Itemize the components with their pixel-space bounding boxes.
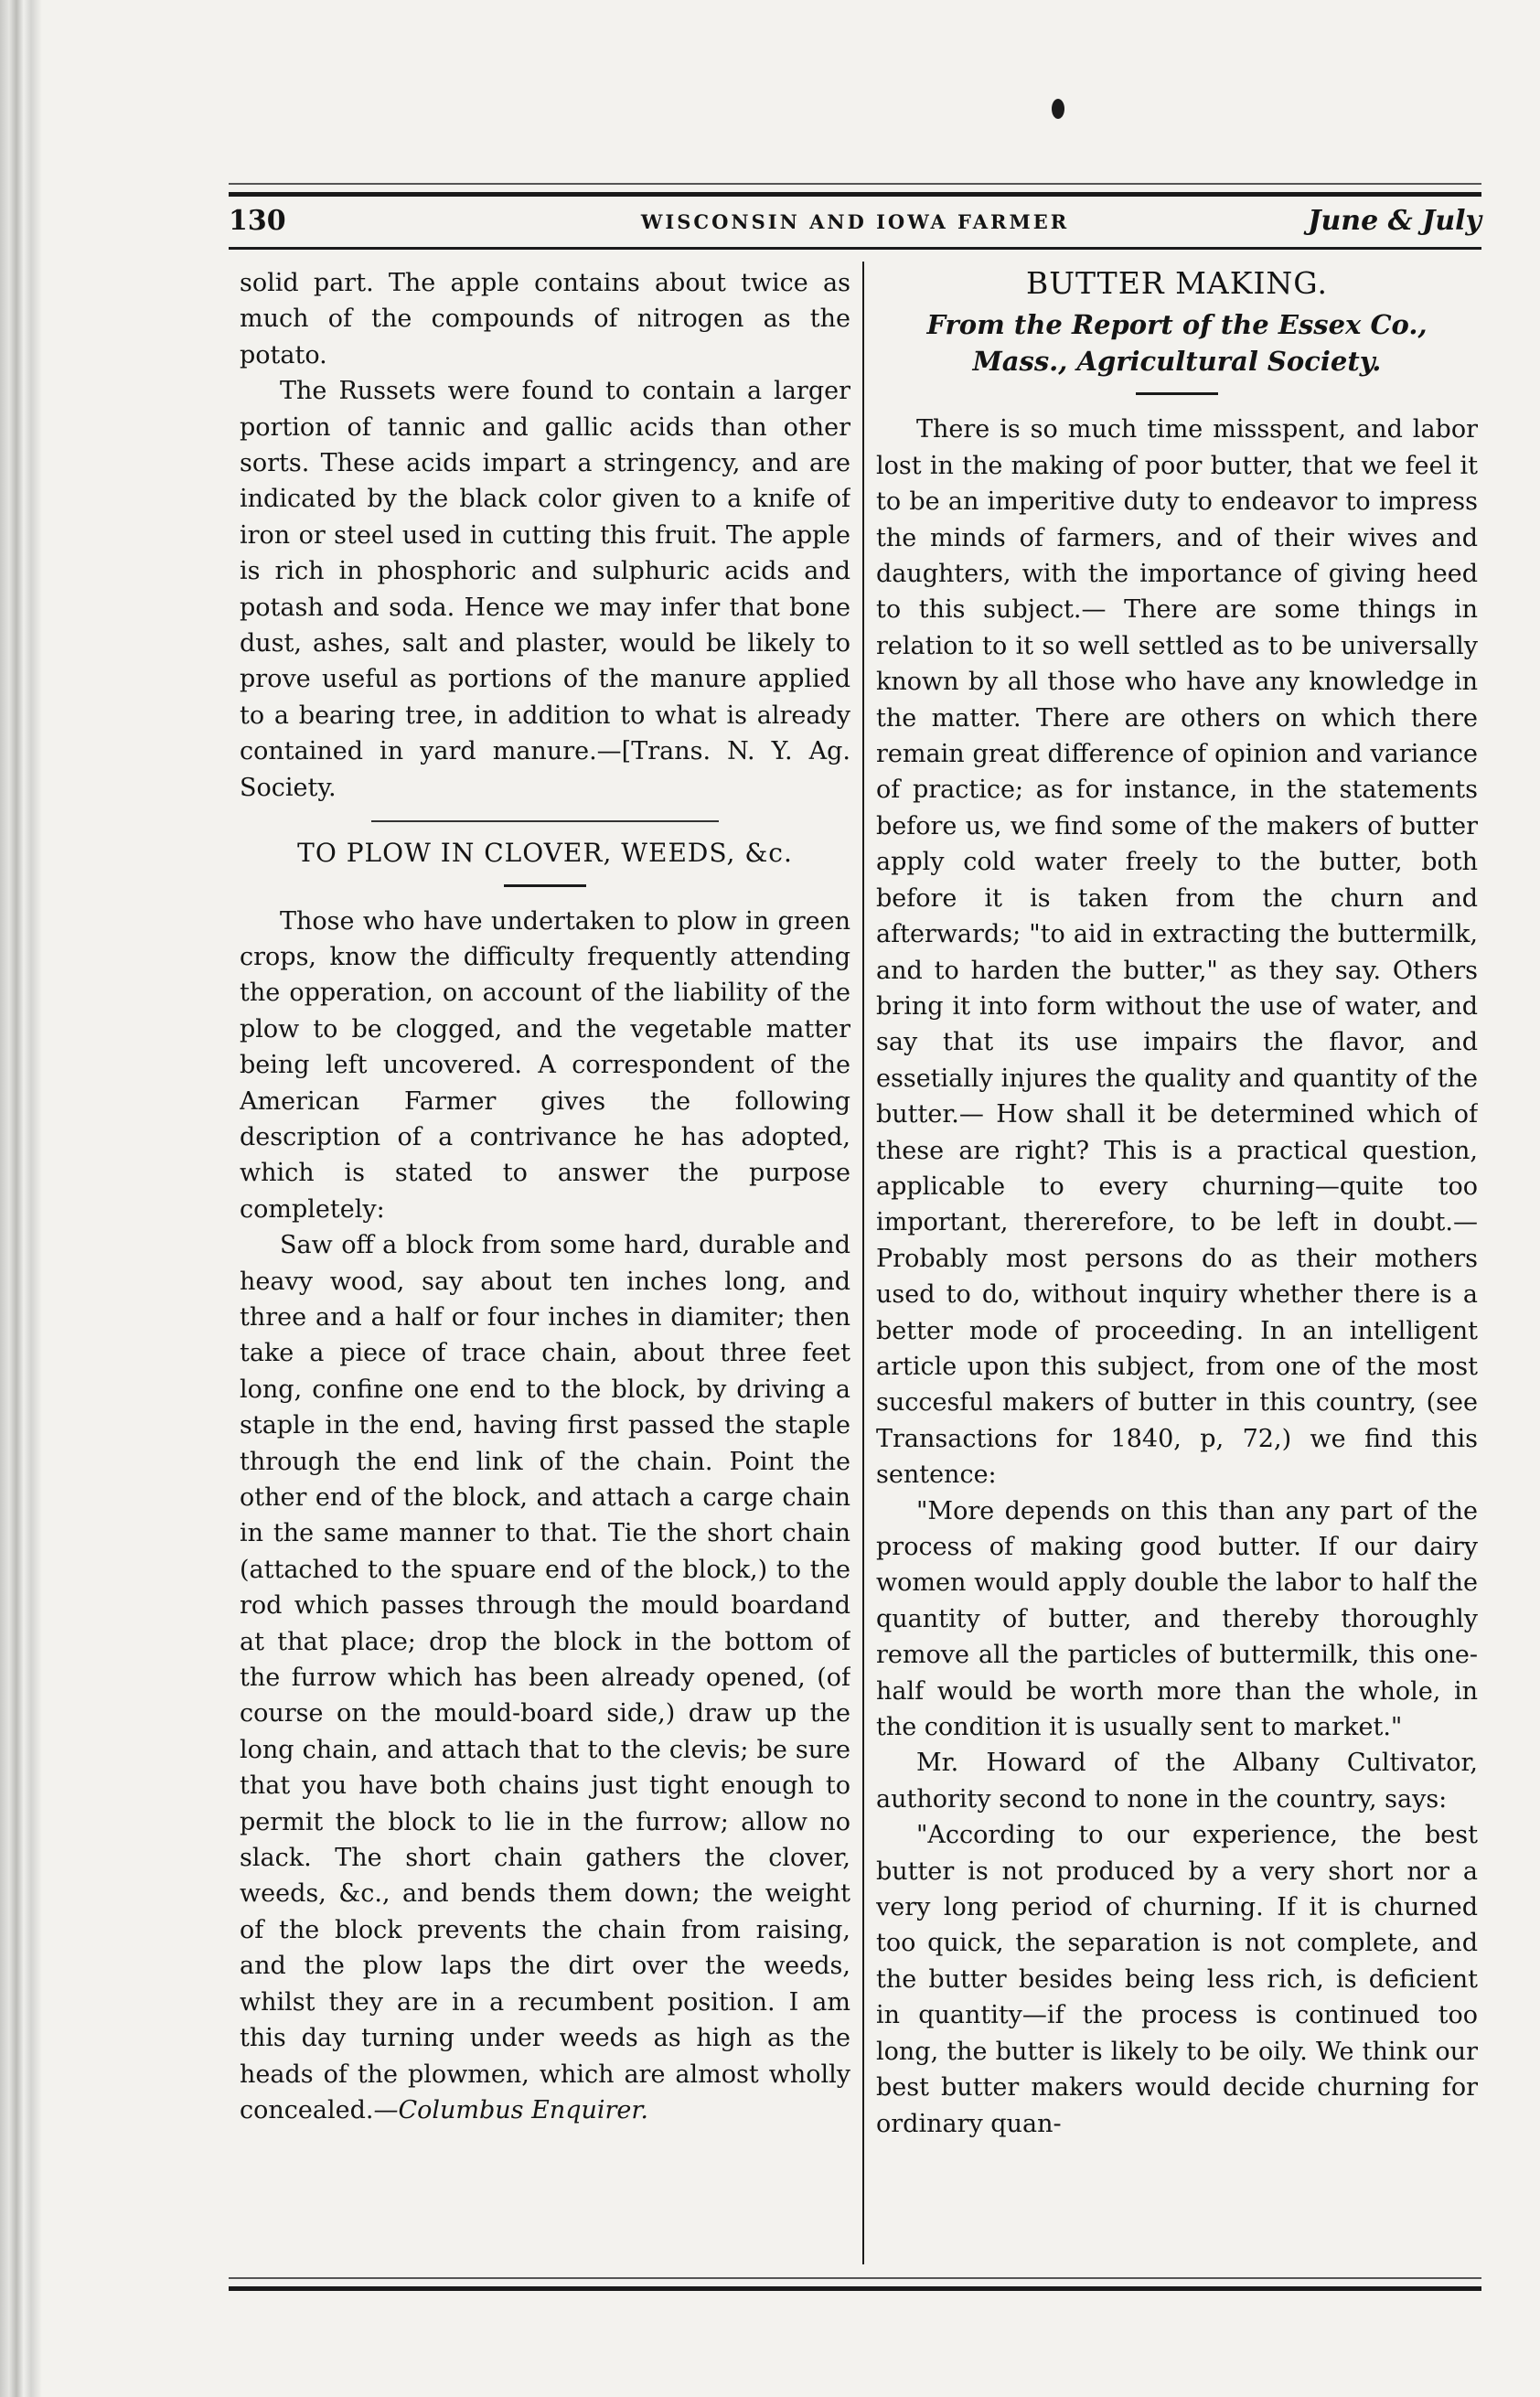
- page-number: 130: [229, 205, 286, 237]
- paragraph-text: Saw off a block from some hard, durable and heavy wood, say about ten inches long, and three and a half or four inches in diamiter; then take a piece of trace chain, about three feet long, confine one end to the block, by driving a staple in the end, having first passed the staple through the end link of the chain. Point the other end of the block, and attach a carge chain in the same manner to that. Tie the short chain (attached to the spuare end of the block,) to the rod which passes through the mould boardand at that place; drop the block in the bottom of the furrow which has been already opened, (of course on the mould-board side,) draw up the long chain, and attach that to the clevis; be sure that you have both chains just tight enough to permit the block to lie in the furrow; allow no slack. The short chain gathers the clover, weeds, &c., and bends them down; the weight of the block prevents the chain from raising, and the plow laps the dirt over the weeds, whilst they are in a recumbent position. I am this day turning under weeds as high as the heads of the plowmen, which are almost wholly concealed.: [240, 1231, 850, 2124]
- top-rule-thick: [229, 192, 1481, 197]
- column-divider: [862, 262, 864, 2264]
- page-header: [229, 205, 1481, 245]
- header-rule: [229, 247, 1481, 250]
- bottom-rule: [229, 2277, 1481, 2279]
- article-source: From the Report of the Essex Co., Mass., Agricultural Society.: [926, 309, 1428, 378]
- masthead-title: WISCONSIN AND IOWA FARMER: [640, 210, 1070, 233]
- left-column: [240, 265, 850, 2268]
- section-divider: [371, 820, 719, 822]
- issue-date: June & July: [1308, 205, 1481, 237]
- article-title-butter: BUTTER MAKING.: [1026, 265, 1328, 301]
- quotation: "According to our experience, the best butter is not produced by a very short nor a very long period of churning. If it is churned too quick, the separation is not complete, and the butter besides being less rich, is deficient in quantity—if the process is continued too long, the butter is likely to be oily. We think our best butter makers would decide churning for ordinary quan-: [876, 1821, 1478, 2138]
- top-rule: [229, 183, 1481, 185]
- ink-blot: [1052, 99, 1064, 119]
- newspaper-page: [229, 174, 1481, 2341]
- paragraph: solid part. The apple contains about twice as much of the compounds of nitrogen as the potato.: [240, 269, 850, 369]
- bottom-rule-thick: [229, 2286, 1481, 2291]
- title-rule: [504, 884, 586, 887]
- title-rule: [1136, 392, 1218, 395]
- article-title-plow: TO PLOW IN CLOVER, WEEDS, &c.: [297, 838, 793, 869]
- paragraph: Those who have undertaken to plow in green crops, know the difficulty frequently attending the opperation, on account of the liability of the plow to be clogged, and the vegetable matter being left uncovered. A correspondent of the American Farmer gives the following description of a contrivance he has adopted, which is stated to answer the purpose completely:: [240, 906, 850, 1224]
- paragraph: [240, 1227, 850, 2128]
- paragraph: The Russets were found to contain a larger portion of tannic and gallic acids than other sorts. These acids impart a stringency, and are indicated by the black color given to a knife of iron or steel used in cutting this fruit. The apple is rich in phosphoric and sulphuric acids and potash and soda. Hence we may infer that bone dust, ashes, salt and plaster, would be likely to prove useful as portions of the manure applied to a bearing tree, in addition to what is already contained in yard manure.—[Trans. N. Y. Ag. Society.: [240, 377, 850, 802]
- paragraph: Mr. Howard of the Albany Cultivator, authority second to none in the country, says:: [876, 1749, 1478, 1814]
- right-column: [876, 265, 1478, 2268]
- paragraph: There is so much time missspent, and labor lost in the making of poor butter, that we feel it to be an imperitive duty to endeavor to impress the minds of farmers, and of their wives and daughters, with the importance of giving heed to this subject.— There are some things in relation to it so well settled as to be universally known by all those who have any knowledge in the matter. There are others on which there remain great difference of opinion and variance of practice; as for instance, in the statements before us, we find some of the makers of butter apply cold water freely to the butter, both before it is taken from the churn and afterwards; "to aid in extracting the buttermilk, and to harden the butter," as they say. Others bring it into form without the use of water, and say that its use impairs the flavor, and essetially injures the quality and quantity of the butter.— How shall it be determined which of these are right? This is a practical question, applicable to every churning—quite too important, thererefore, to be left in doubt.— Probably most persons do as their mothers used to do, without inquiry whether there is a better mode of proceeding. In an intelligent article upon this subject, from one of the most succesful makers of butter in this country, (see Transactions for 1840, p, 72,) we find this sentence:: [876, 415, 1478, 1490]
- article-signoff: —Columbus Enquirer.: [373, 2095, 648, 2124]
- quotation: "More depends on this than any part of the process of making good butter. If our dairy women would apply double the labor to half the quantity of butter, and thereby thoroughly remove all the particles of buttermilk, this one-half would be worth more than the whole, in the condition it is usually sent to market.": [876, 1496, 1478, 1742]
- scan-binding-edge: [0, 0, 42, 2397]
